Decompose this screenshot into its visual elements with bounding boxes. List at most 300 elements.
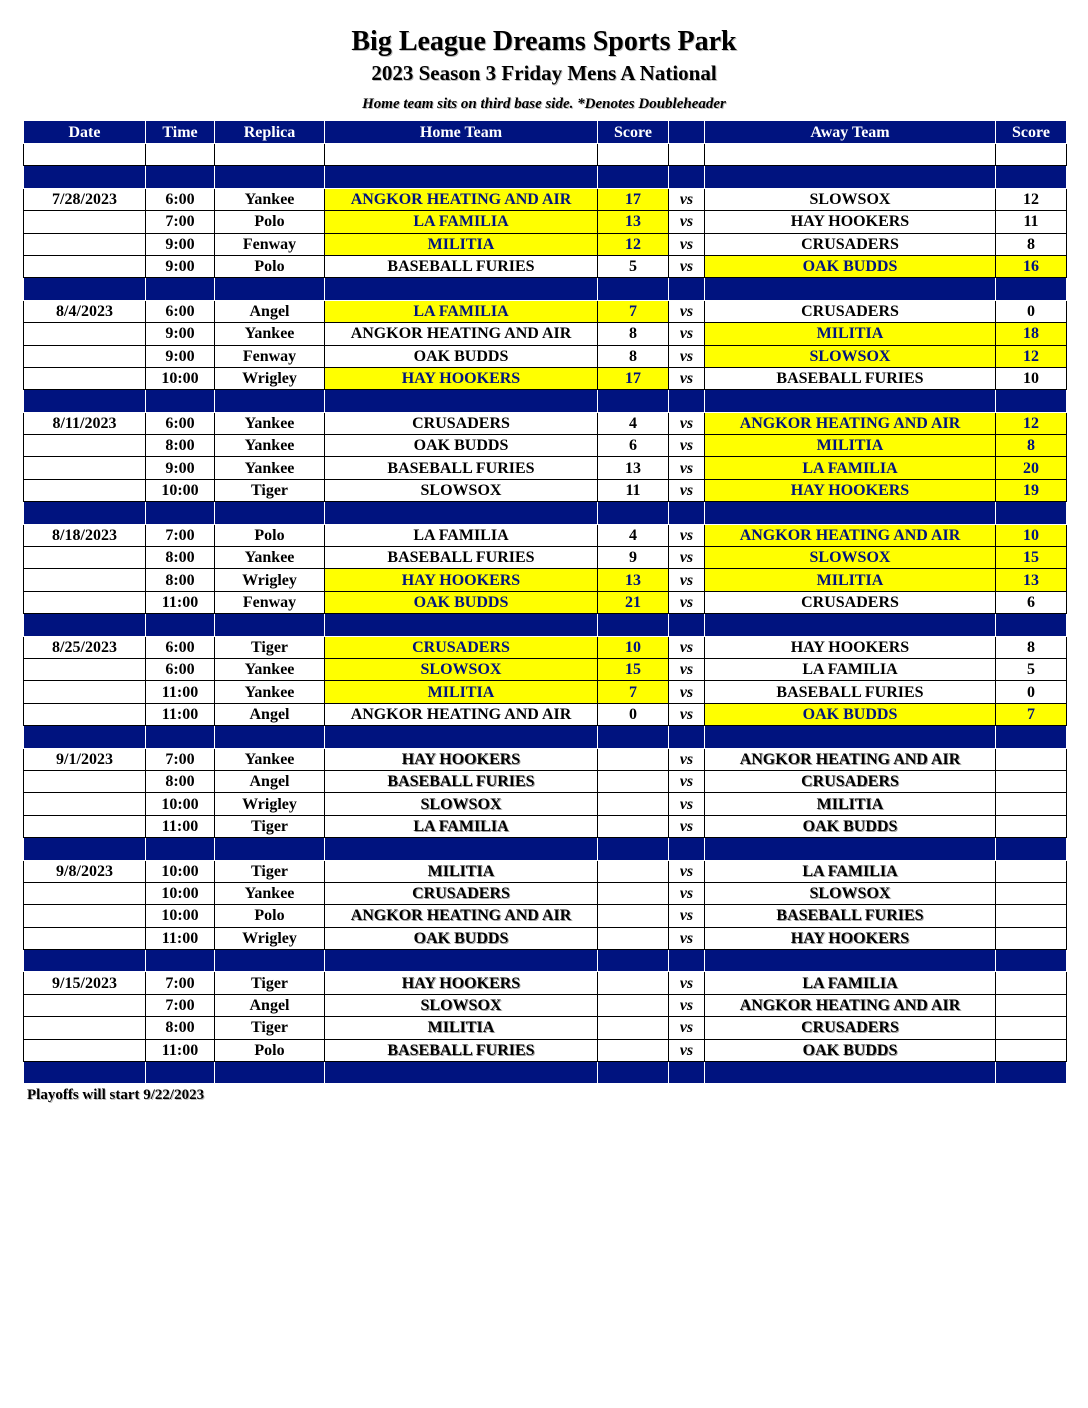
game-row	[24, 860, 1067, 882]
game-row	[24, 233, 1067, 255]
game-row	[24, 882, 1067, 904]
game-date: 8/18/2023	[24, 524, 146, 546]
home-score: 4	[598, 412, 669, 434]
game-row	[24, 255, 1067, 277]
game-date: 7/28/2023	[24, 188, 146, 210]
game-date	[24, 793, 146, 815]
away-score	[996, 882, 1067, 904]
home-score: 7	[598, 681, 669, 703]
game-date	[24, 703, 146, 725]
game-replica: Angel	[215, 994, 325, 1016]
away-score	[996, 770, 1067, 792]
away-score	[996, 860, 1067, 882]
game-date	[24, 882, 146, 904]
away-team: ANGKOR HEATING AND AIR	[705, 994, 996, 1016]
game-replica: Tiger	[215, 860, 325, 882]
home-team: MILITIA	[325, 681, 598, 703]
game-time: 10:00	[146, 905, 215, 927]
game-date	[24, 905, 146, 927]
week-separator-row	[24, 614, 1067, 636]
home-team: CRUSADERS	[325, 412, 598, 434]
home-team: CRUSADERS	[325, 636, 598, 658]
game-date	[24, 994, 146, 1016]
game-date	[24, 815, 146, 837]
game-time: 10:00	[146, 882, 215, 904]
game-time: 7:00	[146, 524, 215, 546]
vs-label: vs	[669, 233, 705, 255]
game-replica: Tiger	[215, 815, 325, 837]
home-team: ANGKOR HEATING AND AIR	[325, 905, 598, 927]
home-score	[598, 882, 669, 904]
game-time: 10:00	[146, 793, 215, 815]
game-replica: Wrigley	[215, 793, 325, 815]
page-title: Big League Dreams Sports Park	[351, 26, 737, 57]
home-team: SLOWSOX	[325, 479, 598, 501]
col-header-time: Time	[146, 121, 215, 144]
game-time: 8:00	[146, 569, 215, 591]
away-score	[996, 905, 1067, 927]
week-separator-row	[24, 1062, 1067, 1084]
vs-label: vs	[669, 860, 705, 882]
game-row	[24, 591, 1067, 613]
game-time: 6:00	[146, 658, 215, 680]
game-replica: Yankee	[215, 882, 325, 904]
away-team: SLOWSOX	[705, 882, 996, 904]
away-team: HAY HOOKERS	[705, 211, 996, 233]
game-time: 10:00	[146, 367, 215, 389]
game-date: 9/15/2023	[24, 972, 146, 994]
away-team: LA FAMILIA	[705, 457, 996, 479]
vs-label: vs	[669, 211, 705, 233]
game-date	[24, 211, 146, 233]
game-replica: Yankee	[215, 658, 325, 680]
game-date: 8/4/2023	[24, 300, 146, 322]
home-score: 11	[598, 479, 669, 501]
game-time: 7:00	[146, 748, 215, 770]
vs-label: vs	[669, 547, 705, 569]
home-score	[598, 770, 669, 792]
vs-label: vs	[669, 1017, 705, 1039]
game-row	[24, 770, 1067, 792]
game-replica: Yankee	[215, 188, 325, 210]
schedule-body	[24, 144, 1067, 1084]
game-date	[24, 435, 146, 457]
home-score	[598, 972, 669, 994]
home-team: ANGKOR HEATING AND AIR	[325, 188, 598, 210]
away-team: MILITIA	[705, 569, 996, 591]
table-header-row	[24, 121, 1067, 144]
vs-label: vs	[669, 703, 705, 725]
game-row	[24, 972, 1067, 994]
playoffs-note: Playoffs will start 9/22/2023	[27, 1087, 205, 1103]
game-row	[24, 793, 1067, 815]
vs-label: vs	[669, 323, 705, 345]
game-time: 7:00	[146, 211, 215, 233]
game-time: 8:00	[146, 547, 215, 569]
home-score: 7	[598, 300, 669, 322]
away-score: 11	[996, 211, 1067, 233]
game-time: 11:00	[146, 927, 215, 949]
home-score: 12	[598, 233, 669, 255]
vs-label: vs	[669, 569, 705, 591]
vs-label: vs	[669, 658, 705, 680]
home-team: HAY HOOKERS	[325, 367, 598, 389]
home-team: LA FAMILIA	[325, 524, 598, 546]
game-date	[24, 658, 146, 680]
game-row	[24, 547, 1067, 569]
game-time: 6:00	[146, 188, 215, 210]
game-date	[24, 1039, 146, 1061]
game-date	[24, 927, 146, 949]
game-row	[24, 457, 1067, 479]
away-score: 12	[996, 188, 1067, 210]
home-score	[598, 905, 669, 927]
vs-label: vs	[669, 770, 705, 792]
game-replica: Polo	[215, 524, 325, 546]
game-date	[24, 569, 146, 591]
col-header-home-team: Home Team	[325, 121, 598, 144]
col-header-home-score: Score	[598, 121, 669, 144]
away-score: 18	[996, 323, 1067, 345]
away-team: HAY HOOKERS	[705, 636, 996, 658]
home-team: SLOWSOX	[325, 793, 598, 815]
home-team: OAK BUDDS	[325, 345, 598, 367]
home-score: 5	[598, 255, 669, 277]
vs-label: vs	[669, 300, 705, 322]
away-score: 12	[996, 412, 1067, 434]
vs-label: vs	[669, 636, 705, 658]
away-score: 5	[996, 658, 1067, 680]
away-team: BASEBALL FURIES	[705, 681, 996, 703]
game-replica: Fenway	[215, 345, 325, 367]
game-row	[24, 211, 1067, 233]
away-score: 15	[996, 547, 1067, 569]
game-date	[24, 547, 146, 569]
away-score: 13	[996, 569, 1067, 591]
vs-label: vs	[669, 591, 705, 613]
home-score	[598, 994, 669, 1016]
away-score: 0	[996, 300, 1067, 322]
game-replica: Yankee	[215, 748, 325, 770]
week-separator-row	[24, 390, 1067, 412]
game-row	[24, 345, 1067, 367]
home-score	[598, 793, 669, 815]
game-row	[24, 323, 1067, 345]
game-replica: Polo	[215, 255, 325, 277]
game-time: 9:00	[146, 345, 215, 367]
away-score: 0	[996, 681, 1067, 703]
away-team: MILITIA	[705, 793, 996, 815]
game-replica: Wrigley	[215, 927, 325, 949]
away-team: CRUSADERS	[705, 770, 996, 792]
game-row	[24, 658, 1067, 680]
game-row	[24, 1017, 1067, 1039]
game-replica: Fenway	[215, 233, 325, 255]
game-replica: Tiger	[215, 972, 325, 994]
blank-row	[24, 144, 1067, 166]
col-header-vs	[669, 121, 705, 144]
away-score: 19	[996, 479, 1067, 501]
home-team: MILITIA	[325, 233, 598, 255]
game-replica: Angel	[215, 770, 325, 792]
game-time: 11:00	[146, 703, 215, 725]
game-row	[24, 524, 1067, 546]
away-team: ANGKOR HEATING AND AIR	[705, 524, 996, 546]
vs-label: vs	[669, 188, 705, 210]
vs-label: vs	[669, 882, 705, 904]
game-date	[24, 255, 146, 277]
game-date	[24, 345, 146, 367]
game-row	[24, 188, 1067, 210]
away-score: 12	[996, 345, 1067, 367]
away-score: 8	[996, 636, 1067, 658]
away-team: MILITIA	[705, 323, 996, 345]
game-time: 9:00	[146, 457, 215, 479]
away-score: 8	[996, 233, 1067, 255]
away-team: OAK BUDDS	[705, 815, 996, 837]
home-team: ANGKOR HEATING AND AIR	[325, 703, 598, 725]
home-team: LA FAMILIA	[325, 300, 598, 322]
away-score	[996, 994, 1067, 1016]
game-row	[24, 905, 1067, 927]
game-time: 6:00	[146, 412, 215, 434]
home-team: OAK BUDDS	[325, 591, 598, 613]
vs-label: vs	[669, 457, 705, 479]
home-team: LA FAMILIA	[325, 815, 598, 837]
home-team: MILITIA	[325, 1017, 598, 1039]
home-team: BASEBALL FURIES	[325, 255, 598, 277]
home-score: 13	[598, 569, 669, 591]
game-replica: Yankee	[215, 547, 325, 569]
game-replica: Wrigley	[215, 569, 325, 591]
home-score	[598, 927, 669, 949]
game-row	[24, 479, 1067, 501]
away-score: 16	[996, 255, 1067, 277]
vs-label: vs	[669, 479, 705, 501]
away-score: 8	[996, 435, 1067, 457]
game-replica: Yankee	[215, 435, 325, 457]
away-score: 20	[996, 457, 1067, 479]
home-score: 8	[598, 323, 669, 345]
vs-label: vs	[669, 927, 705, 949]
game-date	[24, 591, 146, 613]
game-time: 11:00	[146, 591, 215, 613]
game-replica: Tiger	[215, 479, 325, 501]
home-score: 8	[598, 345, 669, 367]
game-replica: Yankee	[215, 412, 325, 434]
schedule-table	[23, 120, 1067, 1084]
game-replica: Yankee	[215, 457, 325, 479]
home-team: LA FAMILIA	[325, 211, 598, 233]
away-team: OAK BUDDS	[705, 255, 996, 277]
game-replica: Polo	[215, 1039, 325, 1061]
vs-label: vs	[669, 367, 705, 389]
vs-label: vs	[669, 748, 705, 770]
home-score: 9	[598, 547, 669, 569]
game-time: 8:00	[146, 770, 215, 792]
week-separator-row	[24, 278, 1067, 300]
vs-label: vs	[669, 255, 705, 277]
home-team: BASEBALL FURIES	[325, 1039, 598, 1061]
home-team: BASEBALL FURIES	[325, 547, 598, 569]
game-row	[24, 300, 1067, 322]
away-score	[996, 793, 1067, 815]
vs-label: vs	[669, 905, 705, 927]
away-team: LA FAMILIA	[705, 860, 996, 882]
away-score	[996, 815, 1067, 837]
week-separator-row	[24, 502, 1067, 524]
away-score: 6	[996, 591, 1067, 613]
away-team: SLOWSOX	[705, 188, 996, 210]
game-replica: Wrigley	[215, 367, 325, 389]
away-team: BASEBALL FURIES	[705, 905, 996, 927]
away-team: HAY HOOKERS	[705, 927, 996, 949]
game-time: 9:00	[146, 255, 215, 277]
game-time: 11:00	[146, 681, 215, 703]
away-score	[996, 1039, 1067, 1061]
away-team: SLOWSOX	[705, 547, 996, 569]
home-score: 15	[598, 658, 669, 680]
home-team: SLOWSOX	[325, 658, 598, 680]
week-separator-row	[24, 726, 1067, 748]
game-time: 8:00	[146, 435, 215, 457]
away-team: SLOWSOX	[705, 345, 996, 367]
home-team: SLOWSOX	[325, 994, 598, 1016]
home-score	[598, 1017, 669, 1039]
game-row	[24, 367, 1067, 389]
away-team: OAK BUDDS	[705, 703, 996, 725]
home-score	[598, 860, 669, 882]
col-header-away-team: Away Team	[705, 121, 996, 144]
game-time: 8:00	[146, 1017, 215, 1039]
home-score: 6	[598, 435, 669, 457]
game-replica: Yankee	[215, 323, 325, 345]
game-time: 10:00	[146, 860, 215, 882]
home-score	[598, 1039, 669, 1061]
home-score	[598, 815, 669, 837]
game-time: 7:00	[146, 972, 215, 994]
vs-label: vs	[669, 815, 705, 837]
game-date	[24, 1017, 146, 1039]
game-date	[24, 457, 146, 479]
game-row	[24, 412, 1067, 434]
away-team: CRUSADERS	[705, 591, 996, 613]
away-team: ANGKOR HEATING AND AIR	[705, 748, 996, 770]
game-row	[24, 681, 1067, 703]
vs-label: vs	[669, 681, 705, 703]
home-team: HAY HOOKERS	[325, 569, 598, 591]
vs-label: vs	[669, 524, 705, 546]
game-replica: Yankee	[215, 681, 325, 703]
home-score: 21	[598, 591, 669, 613]
game-replica: Polo	[215, 211, 325, 233]
home-team: BASEBALL FURIES	[325, 770, 598, 792]
away-score: 10	[996, 367, 1067, 389]
away-score	[996, 748, 1067, 770]
game-replica: Tiger	[215, 1017, 325, 1039]
game-replica: Angel	[215, 300, 325, 322]
week-separator-row	[24, 838, 1067, 860]
home-score: 10	[598, 636, 669, 658]
page-note: Home team sits on third base side. *Denotes Doubleheader	[362, 96, 726, 112]
game-time: 9:00	[146, 323, 215, 345]
game-row	[24, 636, 1067, 658]
home-team: BASEBALL FURIES	[325, 457, 598, 479]
game-row	[24, 927, 1067, 949]
away-team: LA FAMILIA	[705, 972, 996, 994]
vs-label: vs	[669, 994, 705, 1016]
game-row	[24, 1039, 1067, 1061]
away-score	[996, 972, 1067, 994]
game-time: 6:00	[146, 300, 215, 322]
away-team: CRUSADERS	[705, 1017, 996, 1039]
game-replica: Fenway	[215, 591, 325, 613]
game-date: 8/25/2023	[24, 636, 146, 658]
away-score: 10	[996, 524, 1067, 546]
game-date	[24, 367, 146, 389]
vs-label: vs	[669, 435, 705, 457]
game-row	[24, 748, 1067, 770]
game-time: 9:00	[146, 233, 215, 255]
vs-label: vs	[669, 1039, 705, 1061]
page-subtitle: 2023 Season 3 Friday Mens A National	[371, 61, 717, 85]
home-team: CRUSADERS	[325, 882, 598, 904]
game-date: 9/8/2023	[24, 860, 146, 882]
home-team: OAK BUDDS	[325, 435, 598, 457]
game-replica: Angel	[215, 703, 325, 725]
away-score	[996, 927, 1067, 949]
away-score: 7	[996, 703, 1067, 725]
home-team: MILITIA	[325, 860, 598, 882]
game-date: 9/1/2023	[24, 748, 146, 770]
vs-label: vs	[669, 345, 705, 367]
week-separator-row	[24, 166, 1067, 188]
game-date	[24, 681, 146, 703]
home-score: 0	[598, 703, 669, 725]
home-team: ANGKOR HEATING AND AIR	[325, 323, 598, 345]
away-team: CRUSADERS	[705, 233, 996, 255]
col-header-date: Date	[24, 121, 146, 144]
col-header-away-score: Score	[996, 121, 1067, 144]
game-row	[24, 703, 1067, 725]
game-time: 11:00	[146, 815, 215, 837]
game-time: 11:00	[146, 1039, 215, 1061]
vs-label: vs	[669, 412, 705, 434]
game-date: 8/11/2023	[24, 412, 146, 434]
away-team: OAK BUDDS	[705, 1039, 996, 1061]
home-score: 17	[598, 367, 669, 389]
week-separator-row	[24, 950, 1067, 972]
game-replica: Tiger	[215, 636, 325, 658]
game-time: 10:00	[146, 479, 215, 501]
home-team: OAK BUDDS	[325, 927, 598, 949]
away-team: CRUSADERS	[705, 300, 996, 322]
home-score: 13	[598, 457, 669, 479]
vs-label: vs	[669, 793, 705, 815]
game-time: 6:00	[146, 636, 215, 658]
game-row	[24, 435, 1067, 457]
home-team: HAY HOOKERS	[325, 972, 598, 994]
vs-label: vs	[669, 972, 705, 994]
game-date	[24, 479, 146, 501]
col-header-replica: Replica	[215, 121, 325, 144]
away-team: HAY HOOKERS	[705, 479, 996, 501]
game-row	[24, 569, 1067, 591]
game-row	[24, 994, 1067, 1016]
away-team: LA FAMILIA	[705, 658, 996, 680]
away-team: BASEBALL FURIES	[705, 367, 996, 389]
home-score: 13	[598, 211, 669, 233]
